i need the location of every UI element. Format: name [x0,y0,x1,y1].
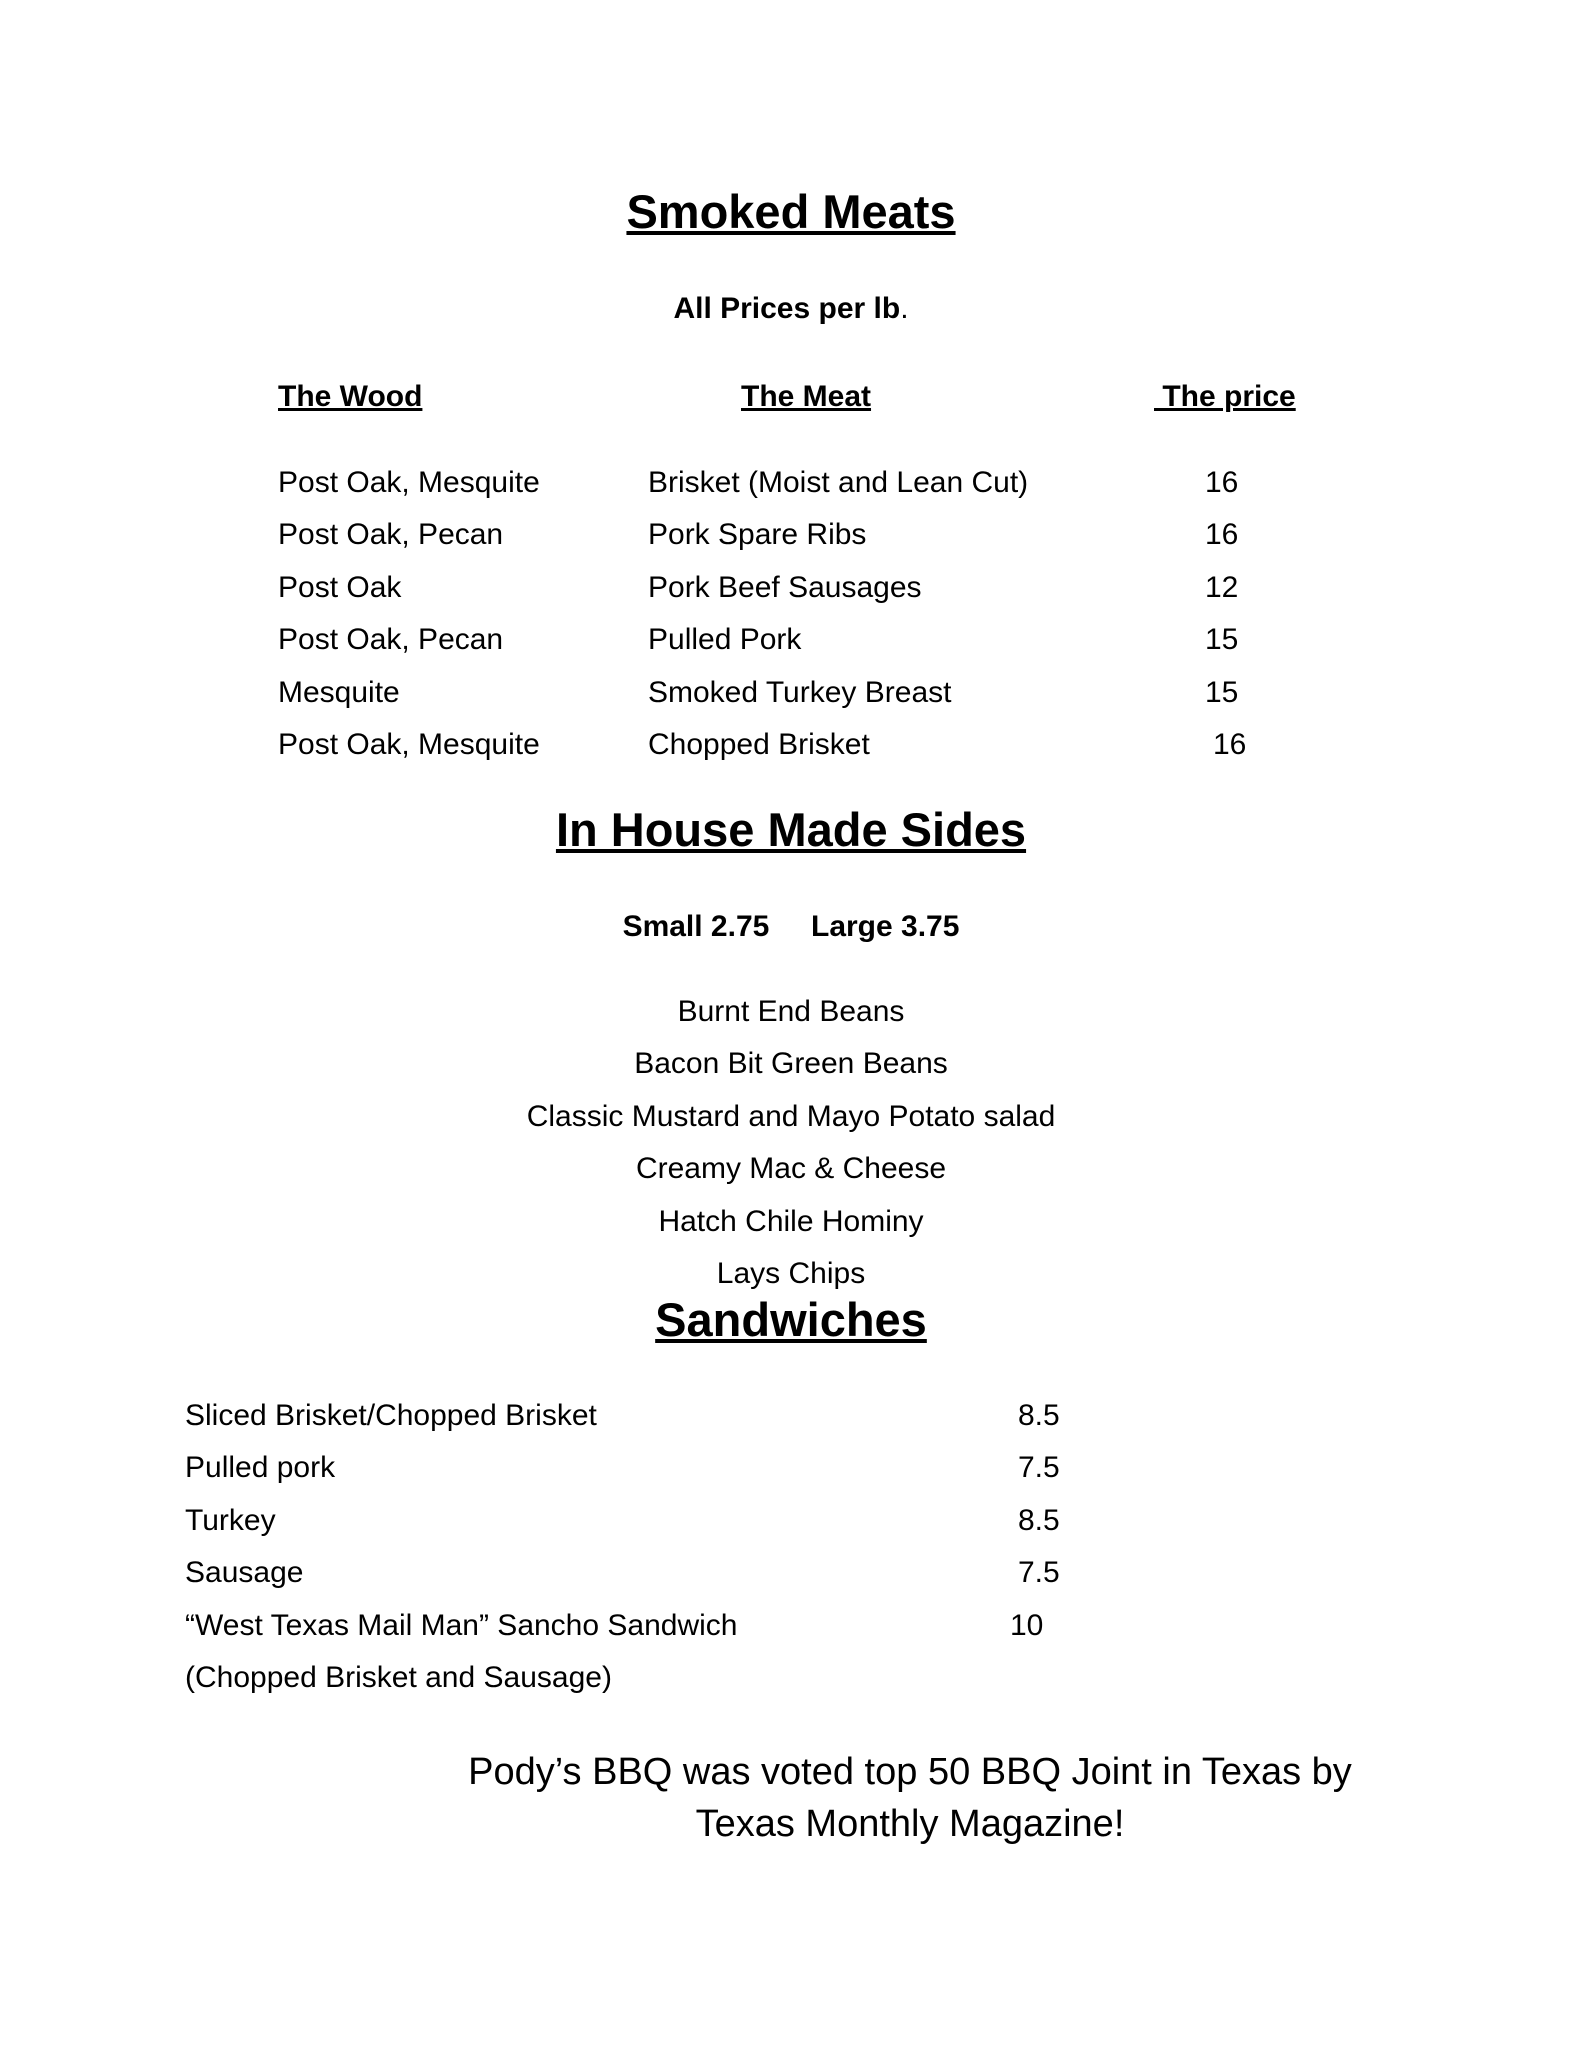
sandwich-row [0,1399,1582,1451]
meat-price: 16 [1205,518,1239,552]
sandwiches-title: Sandwiches [655,1293,927,1346]
meat-price: 12 [1205,570,1239,604]
sandwich-row [0,1451,1582,1503]
side-item: Hatch Chile Hominy [658,1204,924,1238]
sides-title: In House Made Sides [555,803,1027,856]
column-header-price: The price [1154,380,1296,413]
meat-price: 16 [1205,466,1239,499]
side-item: Creamy Mac & Cheese [635,1152,947,1186]
sandwich-name: Sliced Brisket/Chopped Brisket [185,1399,597,1432]
sandwich-price: 7.5 [1018,1556,1060,1590]
sandwich-row [0,1609,1582,1661]
meat-wood: Mesquite [278,675,400,709]
sandwich-price: 10 [1010,1608,1044,1642]
sandwich-name: Sausage [185,1556,304,1590]
sandwich-name: Turkey [185,1503,276,1537]
price-note [0,292,1582,326]
smoked-meats-title: Smoked Meats [626,185,956,238]
meat-row [0,623,1582,675]
meat-wood: Post Oak, Pecan [278,623,504,657]
side-item: Burnt End Beans [677,995,905,1028]
sides-list [0,995,1582,1309]
meat-name: Smoked Turkey Breast [648,675,952,709]
sandwich-row [0,1556,1582,1608]
meat-price: 15 [1205,675,1239,709]
price-note-text: All Prices per lb [673,292,901,325]
meat-name: Brisket (Moist and Lean Cut) [648,466,1029,499]
meat-price: 16 [1213,727,1247,761]
column-header-meat: The Meat [741,380,872,413]
price-note-dot: . [900,292,909,325]
sandwich-row [0,1661,1582,1713]
sandwich-row [0,1504,1582,1556]
meat-name: Pulled Pork [648,623,802,657]
meat-row [0,728,1582,780]
smoked-meats-list [0,466,1582,780]
side-sizes-prices: Small 2.75 Large 3.75 [622,910,960,943]
sandwiches-list [0,1399,1582,1713]
side-item: Bacon Bit Green Beans [634,1047,948,1081]
sandwich-price: 7.5 [1018,1451,1060,1485]
side-item: Lays Chips [716,1256,866,1290]
award-note [410,1746,1410,1850]
meat-row [0,466,1582,518]
sandwich-name: Pulled pork [185,1451,336,1485]
meat-name: Pork Spare Ribs [648,518,867,552]
meat-wood: Post Oak, Mesquite [278,466,540,499]
meat-row [0,676,1582,728]
side-item: Classic Mustard and Mayo Potato salad [526,1099,1056,1133]
meat-row [0,518,1582,570]
column-header-wood: The Wood [278,380,423,413]
sandwich-price: 8.5 [1018,1399,1060,1432]
meat-price: 15 [1205,623,1239,657]
meat-row [0,571,1582,623]
meat-wood: Post Oak, Pecan [278,518,504,552]
award-line-1: Pody’s BBQ was voted top 50 BBQ Joint in Texas by [468,1751,1352,1793]
sandwich-name: (Chopped Brisket and Sausage) [185,1660,612,1694]
meat-wood: Post Oak, Mesquite [278,727,540,761]
sandwich-price: 8.5 [1018,1503,1060,1537]
meat-name: Chopped Brisket [648,727,870,761]
meat-name: Pork Beef Sausages [648,570,922,604]
sandwich-name: “West Texas Mail Man” Sancho Sandwich [185,1608,738,1642]
meat-wood: Post Oak [278,570,402,604]
award-line-2: Texas Monthly Magazine! [695,1803,1125,1845]
